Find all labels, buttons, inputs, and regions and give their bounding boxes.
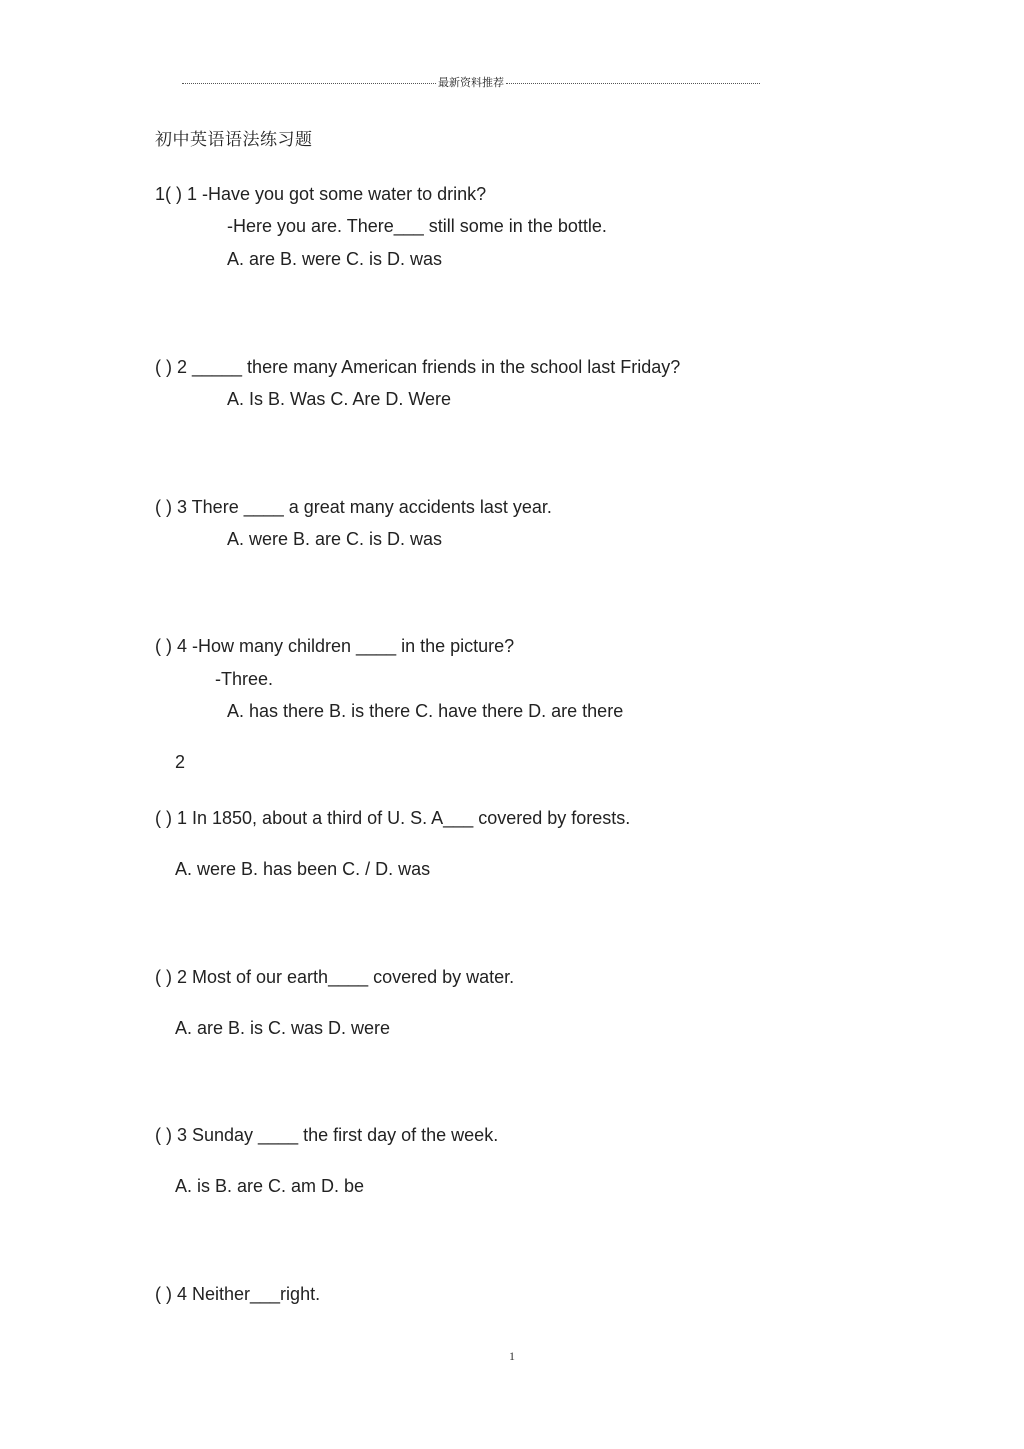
s1-q2-stem: ( ) 2 _____ there many American friends in the school last Friday?	[155, 357, 681, 377]
s2-q2-options: A. are B. is C. was D. were	[175, 1018, 391, 1038]
s1-q4-stem: ( ) 4 -How many children ____ in the picture?	[155, 636, 515, 656]
s2-q2-stem: ( ) 2 Most of our earth____ covered by water.	[155, 967, 515, 987]
document-title: 初中英语语法练习题	[155, 130, 313, 150]
s2-q3-options: A. is B. are C. am D. be	[175, 1176, 365, 1196]
s1-q1-stem: 1( ) 1 -Have you got some water to drink?	[155, 184, 487, 204]
header-dotted-rule-left	[182, 83, 436, 84]
s2-q1-options: A. were B. has been C. / D. was	[175, 859, 431, 879]
s2-q3-stem: ( ) 3 Sunday ____ the first day of the week.	[155, 1125, 499, 1145]
s1-q1-line2: -Here you are. There___ still some in the bottle.	[227, 216, 607, 236]
s2-q1-stem: ( ) 1 In 1850, about a third of U. S. A___ covered by forests.	[155, 808, 631, 828]
s1-q2-options: A. Is B. Was C. Are D. Were	[227, 389, 452, 409]
s1-q4-options: A. has there B. is there C. have there D. are there	[227, 701, 624, 721]
section2-label: 2	[175, 752, 186, 772]
s1-q3-stem: ( ) 3 There ____ a great many accidents last year.	[155, 497, 552, 517]
header-text: 最新资料推荐	[438, 76, 504, 89]
s1-q4-line2: -Three.	[215, 669, 274, 689]
s1-q3-options: A. were B. are C. is D. was	[227, 529, 443, 549]
page-header	[182, 74, 760, 90]
header-dotted-rule-right	[506, 83, 760, 84]
s1-q1-options: A. are B. were C. is D. was	[227, 249, 443, 269]
page-number: 1	[509, 1349, 515, 1363]
s2-q4-stem: ( ) 4 Neither___right.	[155, 1284, 321, 1304]
